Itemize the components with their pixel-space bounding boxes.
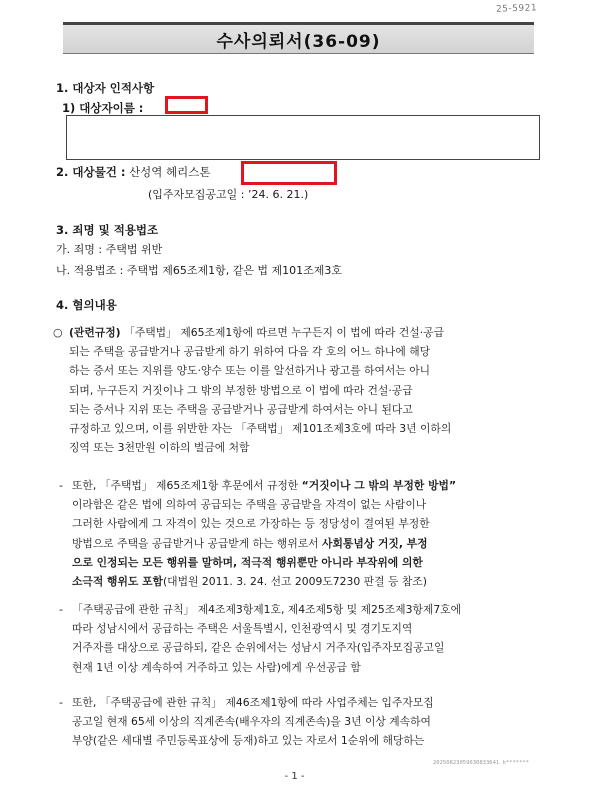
page-title: 수사의뢰서(36-09) bbox=[216, 31, 381, 52]
para4-line: 부양(같은 세대별 주민등록표상에 등재)하고 있는 자로서 1순위에 해당하는 bbox=[72, 734, 425, 748]
dash-marker: - bbox=[59, 696, 63, 709]
document-footer-code: 20250823059630833641 h******* bbox=[433, 760, 530, 766]
redaction-box-name bbox=[165, 96, 208, 114]
paragraph-fraudulent-method bbox=[60, 476, 538, 591]
para2-line: 으로 인정되는 모든 행위를 말하며, 적극적 행위뿐만 아니라 부작위에 의한 bbox=[72, 555, 423, 569]
handwritten-document-number: 25-5921 bbox=[495, 3, 538, 15]
section-4-heading: 4. 혐의내용 bbox=[56, 298, 117, 312]
paragraph-elderly-support bbox=[60, 693, 538, 751]
para2-line: 이라함은 같은 법에 의하여 공급되는 주택을 공급받을 자격이 없는 사람이나 bbox=[72, 498, 427, 512]
para2-line: 그러한 사람에게 그 자격이 있는 것으로 가장하는 등 정당성이 결여된 부정한 bbox=[72, 517, 430, 531]
person-info-blank-box bbox=[66, 115, 540, 160]
section-1-heading: 1. 대상자 인적사항 bbox=[56, 81, 155, 95]
para1-line: 되는 주택을 공급받거나 공급받게 하기 위하여 다음 각 호의 어느 하나에 해당 bbox=[69, 345, 431, 359]
section-2-row bbox=[56, 165, 211, 180]
para3-line: 현재 1년 이상 계속하여 거주하고 있는 사람)에게 우선공급 함 bbox=[72, 660, 361, 674]
para1-line: 징역 또는 3천만원 이하의 벌금에 처함 bbox=[69, 441, 250, 455]
para3-line: 거주자를 대상으로 공급하되, 같은 순위에서는 성남시 거주자(입주자모집공고일 bbox=[72, 641, 445, 655]
para3-line: 「주택공급에 관한 규칙」 제4조제3항제1호, 제4조제5항 및 제25조제3항제7호에 bbox=[72, 603, 462, 616]
redaction-box-property bbox=[241, 161, 337, 185]
paragraph-supply-rules bbox=[60, 600, 538, 677]
dash-marker: - bbox=[59, 603, 63, 616]
charge-line: 가. 죄명 : 주택법 위반 bbox=[56, 243, 163, 256]
section-2-heading: 2. 대상물건 : bbox=[56, 165, 126, 179]
para3-line: 따라 성남시에서 공급하는 주택은 서울특별시, 인천광역시 및 경기도지역 bbox=[72, 622, 413, 636]
bullet-circle: ○ bbox=[53, 326, 63, 339]
related-provisions-tag: (관련규정) bbox=[69, 326, 121, 339]
para1-line: 하는 증서 또는 지위를 양도·양수 또는 이를 알선하거나 광고를 하여서는 아니 bbox=[69, 364, 431, 378]
para2-line: 소극적 행위도 포함(대법원 2011. 3. 24. 선고 2009도7230 판결 등 참조) bbox=[72, 575, 427, 589]
target-property-value: 산성역 헤리스톤 bbox=[129, 165, 211, 179]
paragraph-related-provisions bbox=[54, 323, 538, 457]
para1-line bbox=[69, 323, 538, 342]
section-3-heading: 3. 죄명 및 적용법조 bbox=[56, 223, 159, 237]
para2-line: 방법으로 주택을 공급받거나 공급받게 하는 행위로서 사회통념상 거짓, 부정 bbox=[72, 536, 428, 550]
para1-line-1-rest: 「주택법」 제65조제1항에 따르면 누구든지 이 법에 따라 건설·공급 bbox=[124, 326, 445, 339]
para1-line: 규정하고 있으며, 이를 위반한 자는 「주택법」 제101조제3호에 따라 3년 이하의 bbox=[69, 422, 452, 436]
page-number: - 1 - bbox=[284, 771, 305, 782]
para4-line: 공고일 현재 65세 이상의 직계존속(배우자의 직계존속)을 3년 이상 계속하여 bbox=[72, 715, 431, 729]
target-name-label: 1) 대상자이름 : bbox=[62, 101, 144, 115]
dash-marker: - bbox=[59, 479, 63, 492]
announcement-date-note: (입주자모집공고일 : ’24. 6. 21.) bbox=[148, 188, 309, 201]
para1-line: 되는 증서나 지위 또는 주택을 공급받거나 공급받게 하여서는 아니 된다고 bbox=[69, 402, 413, 416]
para1-line: 되며, 누구든지 거짓이나 그 밖의 부정한 방법으로 이 법에 따라 건설·공급 bbox=[69, 383, 413, 397]
applicable-law-line: 나. 적용법조 : 주택법 제65조제1항, 같은 법 제101조제3호 bbox=[56, 264, 343, 277]
para4-line: 또한, 「주택공급에 관한 규칙」 제46조제1항에 따라 사업주체는 입주자모집 bbox=[72, 696, 434, 709]
title-banner bbox=[63, 22, 534, 54]
para2-line: 또한, 「주택법」 제65조제1항 후문에서 규정한 “거짓이나 그 밖의 부정한 방법” bbox=[72, 479, 457, 492]
